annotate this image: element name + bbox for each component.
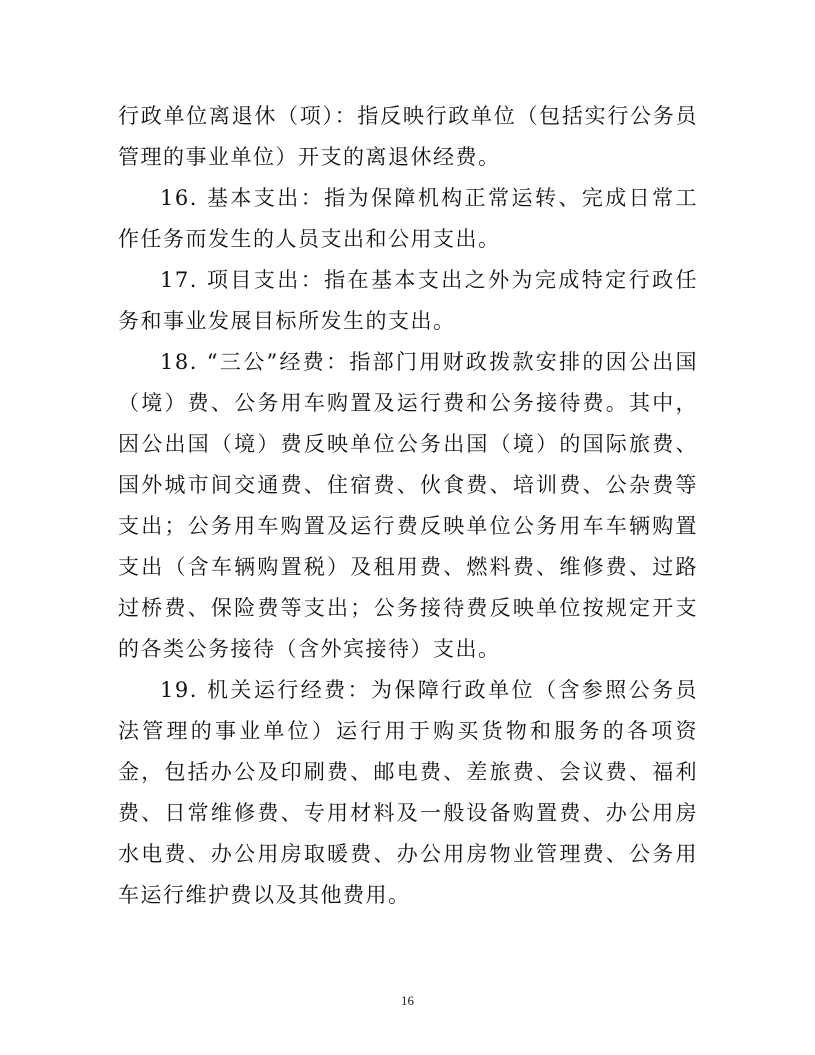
page-number: 16 (401, 993, 414, 1008)
paragraph-operating-funds: 19. 机关运行经费：为保障行政单位（含参照公务员法管理的事业单位）运行用于购买货物和服务的各项资金，包括办公及印刷费、邮电费、差旅费、会议费、福利费、日常维修费、专用材料及一般设备购置费、办公用房水电费、办公用房取暖费、办公用房物业管理费、公务用车运行维护费以及其他费用。 (118, 678, 698, 907)
paragraph-three-public-funds: 18. “三公”经费：指部门用财政拨款安排的因公出国（境）费、公务用车购置及运行费和公务接待费。其中，因公出国（境）费反映单位公务出国（境）的国际旅费、国外城市间交通费、住宿费、伙食费、培训费、公杂费等支出；公务用车购置及运行费反映单位公务用车车辆购置支出（含车辆购置税）及租用费、燃料费、维修费、过路过桥费、保险费等支出；公务接待费反映单位按规定开支的各类公务接待（含外宾接待）支出。 (118, 350, 698, 661)
paragraph-basic-expenditure: 16. 基本支出：指为保障机构正常运转、完成日常工作任务而发生的人员支出和公用支出。 (118, 186, 698, 251)
page-body (118, 96, 698, 916)
paragraph-retirement: 行政单位离退休（项）：指反映行政单位（包括实行公务员管理的事业单位）开支的离退休经费。 (118, 104, 698, 169)
paragraph-project-expenditure: 17. 项目支出：指在基本支出之外为完成特定行政任务和事业发展目标所发生的支出。 (118, 268, 698, 333)
